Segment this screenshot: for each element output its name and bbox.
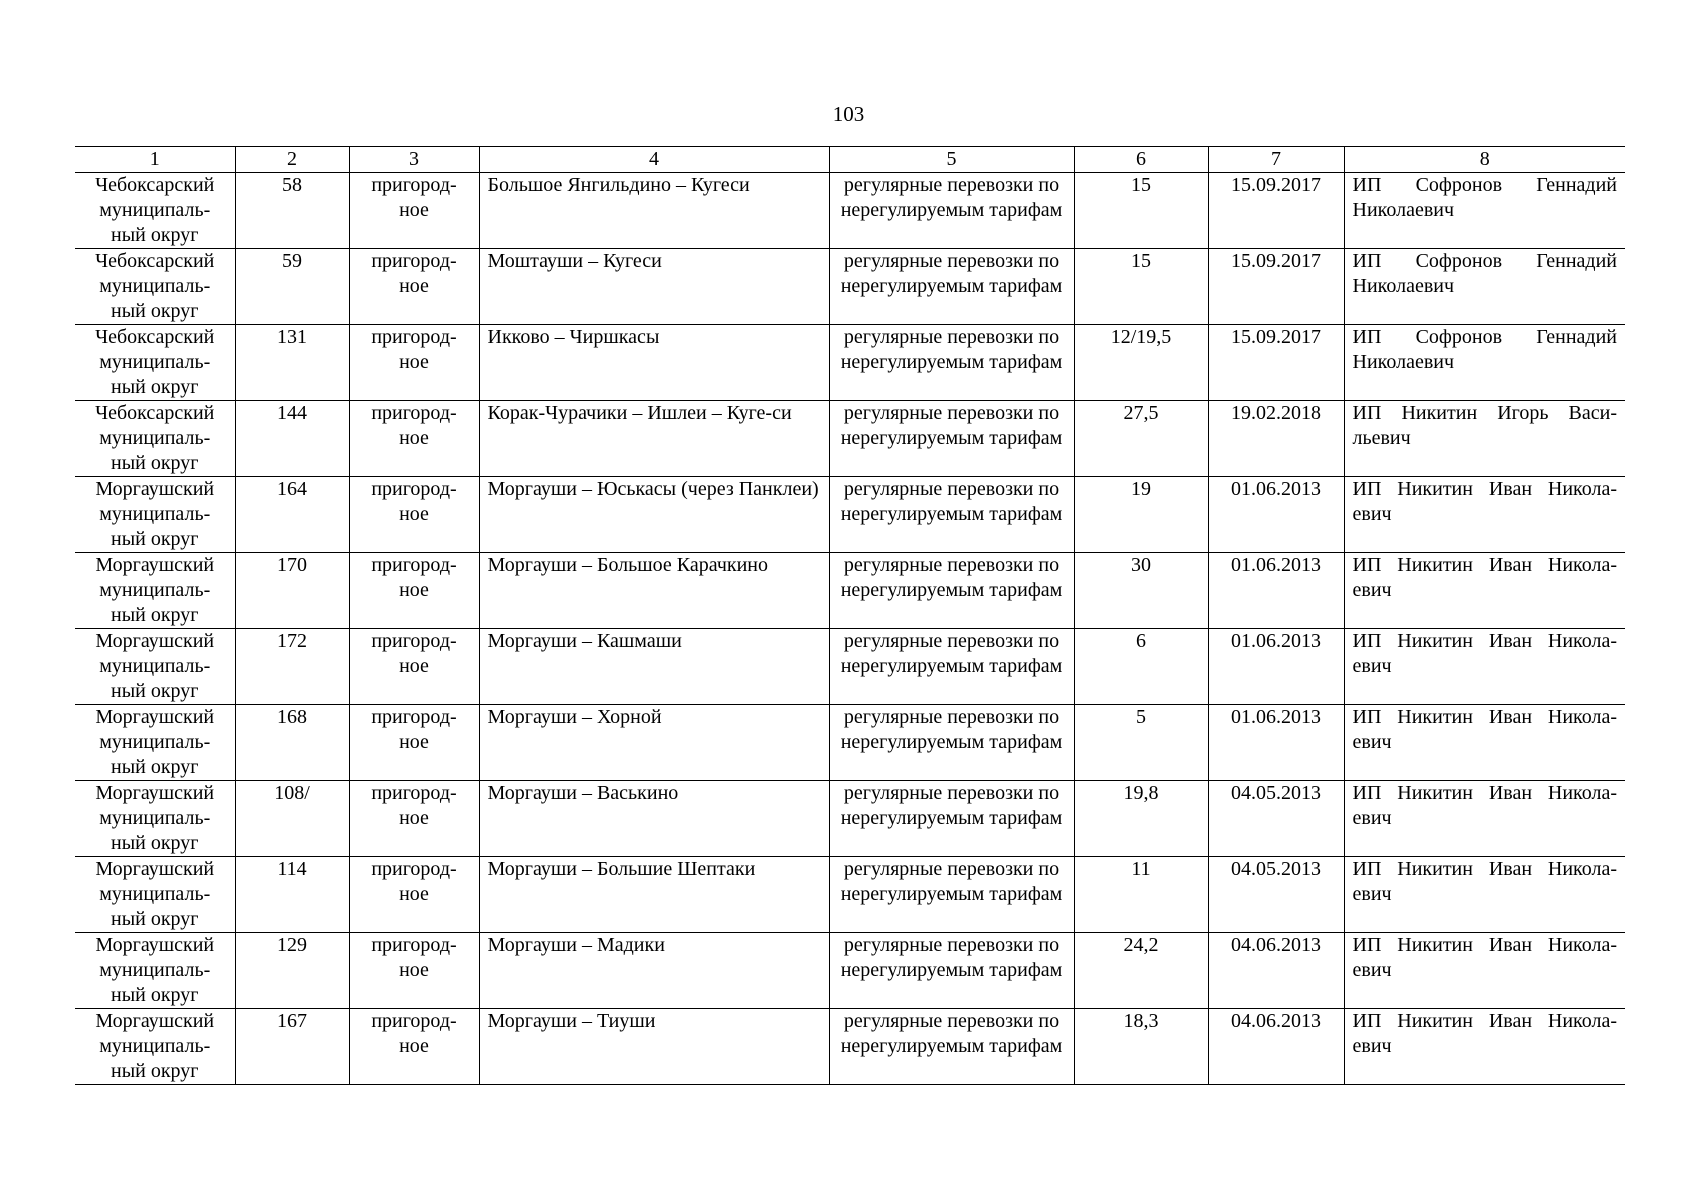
transport-mode-cell: регулярные перевозки по нерегулируемым тарифам: [829, 477, 1074, 553]
route-name-cell: Моргауши – Юськасы (через Панклеи): [479, 477, 829, 553]
route-number-cell: 58: [235, 173, 349, 249]
carrier-cell: ИП Никитин Иван Никола-евич: [1344, 933, 1625, 1009]
transport-mode-cell: регулярные перевозки по нерегулируемым тарифам: [829, 325, 1074, 401]
header-col-7: 7: [1208, 147, 1344, 173]
route-length-cell: 11: [1074, 857, 1208, 933]
district-cell: Моргаушский муниципаль-ный округ: [75, 477, 235, 553]
transport-mode-cell: регулярные перевозки по нерегулируемым тарифам: [829, 781, 1074, 857]
start-date-cell: 01.06.2013: [1208, 477, 1344, 553]
table-row: [75, 173, 1625, 249]
route-number-cell: 172: [235, 629, 349, 705]
header-col-6: 6: [1074, 147, 1208, 173]
start-date-cell: 19.02.2018: [1208, 401, 1344, 477]
route-length-cell: 5: [1074, 705, 1208, 781]
start-date-cell: 01.06.2013: [1208, 553, 1344, 629]
route-type-cell: пригород-ное: [349, 629, 479, 705]
route-number-cell: 114: [235, 857, 349, 933]
carrier-cell: ИП Никитин Иван Никола-евич: [1344, 629, 1625, 705]
table-row: [75, 553, 1625, 629]
route-name-cell: Моргауши – Большие Шептаки: [479, 857, 829, 933]
route-name-cell: Моштауши – Кугеси: [479, 249, 829, 325]
route-length-cell: 19,8: [1074, 781, 1208, 857]
route-type-cell: пригород-ное: [349, 1009, 479, 1085]
carrier-cell: ИП Никитин Иван Никола-евич: [1344, 1009, 1625, 1085]
route-number-cell: 108/: [235, 781, 349, 857]
route-name-cell: Икково – Чиршкасы: [479, 325, 829, 401]
header-col-5: 5: [829, 147, 1074, 173]
route-type-cell: пригород-ное: [349, 173, 479, 249]
route-name-cell: Моргауши – Кашмаши: [479, 629, 829, 705]
route-number-cell: 144: [235, 401, 349, 477]
route-name-cell: Моргауши – Хорной: [479, 705, 829, 781]
table-row: [75, 401, 1625, 477]
start-date-cell: 15.09.2017: [1208, 325, 1344, 401]
district-cell: Моргаушский муниципаль-ный округ: [75, 857, 235, 933]
table-body: [75, 173, 1625, 1085]
routes-table: [75, 146, 1625, 1085]
carrier-cell: ИП Никитин Иван Никола-евич: [1344, 705, 1625, 781]
transport-mode-cell: регулярные перевозки по нерегулируемым тарифам: [829, 401, 1074, 477]
transport-mode-cell: регулярные перевозки по нерегулируемым тарифам: [829, 173, 1074, 249]
transport-mode-cell: регулярные перевозки по нерегулируемым тарифам: [829, 705, 1074, 781]
start-date-cell: 15.09.2017: [1208, 173, 1344, 249]
route-length-cell: 30: [1074, 553, 1208, 629]
carrier-cell: ИП Никитин Иван Никола-евич: [1344, 781, 1625, 857]
route-number-cell: 164: [235, 477, 349, 553]
route-type-cell: пригород-ное: [349, 781, 479, 857]
route-number-cell: 170: [235, 553, 349, 629]
route-name-cell: Моргауши – Мадики: [479, 933, 829, 1009]
table-row: [75, 857, 1625, 933]
route-name-cell: Моргауши – Большое Карачкино: [479, 553, 829, 629]
header-row: [75, 147, 1625, 173]
district-cell: Чебоксарский муниципаль-ный округ: [75, 325, 235, 401]
district-cell: Моргаушский муниципаль-ный округ: [75, 629, 235, 705]
start-date-cell: 04.06.2013: [1208, 933, 1344, 1009]
start-date-cell: 04.06.2013: [1208, 1009, 1344, 1085]
district-cell: Моргаушский муниципаль-ный округ: [75, 933, 235, 1009]
transport-mode-cell: регулярные перевозки по нерегулируемым тарифам: [829, 857, 1074, 933]
route-name-cell: Моргауши – Тиуши: [479, 1009, 829, 1085]
start-date-cell: 15.09.2017: [1208, 249, 1344, 325]
carrier-cell: ИП Софронов Геннадий Николаевич: [1344, 249, 1625, 325]
carrier-cell: ИП Никитин Иван Никола-евич: [1344, 857, 1625, 933]
route-number-cell: 167: [235, 1009, 349, 1085]
route-length-cell: 15: [1074, 173, 1208, 249]
transport-mode-cell: регулярные перевозки по нерегулируемым тарифам: [829, 553, 1074, 629]
table-row: [75, 781, 1625, 857]
start-date-cell: 04.05.2013: [1208, 857, 1344, 933]
district-cell: Чебоксарский муниципаль-ный округ: [75, 401, 235, 477]
route-number-cell: 129: [235, 933, 349, 1009]
district-cell: Чебоксарский муниципаль-ный округ: [75, 173, 235, 249]
carrier-cell: ИП Никитин Иван Никола-евич: [1344, 477, 1625, 553]
table-row: [75, 933, 1625, 1009]
district-cell: Моргаушский муниципаль-ный округ: [75, 1009, 235, 1085]
route-number-cell: 59: [235, 249, 349, 325]
route-length-cell: 27,5: [1074, 401, 1208, 477]
route-name-cell: Корак-Чурачики – Ишлеи – Куге-си: [479, 401, 829, 477]
carrier-cell: ИП Никитин Игорь Васи-льевич: [1344, 401, 1625, 477]
transport-mode-cell: регулярные перевозки по нерегулируемым тарифам: [829, 249, 1074, 325]
route-length-cell: 12/19,5: [1074, 325, 1208, 401]
route-name-cell: Моргауши – Васькино: [479, 781, 829, 857]
table-row: [75, 249, 1625, 325]
route-number-cell: 131: [235, 325, 349, 401]
header-col-2: 2: [235, 147, 349, 173]
header-col-3: 3: [349, 147, 479, 173]
route-type-cell: пригород-ное: [349, 553, 479, 629]
carrier-cell: ИП Софронов Геннадий Николаевич: [1344, 173, 1625, 249]
route-type-cell: пригород-ное: [349, 249, 479, 325]
district-cell: Моргаушский муниципаль-ный округ: [75, 781, 235, 857]
carrier-cell: ИП Никитин Иван Никола-евич: [1344, 553, 1625, 629]
transport-mode-cell: регулярные перевозки по нерегулируемым тарифам: [829, 933, 1074, 1009]
district-cell: Моргаушский муниципаль-ный округ: [75, 705, 235, 781]
route-number-cell: 168: [235, 705, 349, 781]
header-col-8: 8: [1344, 147, 1625, 173]
table-row: [75, 705, 1625, 781]
start-date-cell: 04.05.2013: [1208, 781, 1344, 857]
transport-mode-cell: регулярные перевозки по нерегулируемым тарифам: [829, 1009, 1074, 1085]
table-row: [75, 629, 1625, 705]
route-type-cell: пригород-ное: [349, 325, 479, 401]
header-col-1: 1: [75, 147, 235, 173]
header-col-4: 4: [479, 147, 829, 173]
table-row: [75, 1009, 1625, 1085]
district-cell: Чебоксарский муниципаль-ный округ: [75, 249, 235, 325]
route-length-cell: 24,2: [1074, 933, 1208, 1009]
route-type-cell: пригород-ное: [349, 933, 479, 1009]
start-date-cell: 01.06.2013: [1208, 705, 1344, 781]
route-type-cell: пригород-ное: [349, 401, 479, 477]
route-length-cell: 18,3: [1074, 1009, 1208, 1085]
transport-mode-cell: регулярные перевозки по нерегулируемым тарифам: [829, 629, 1074, 705]
table-row: [75, 325, 1625, 401]
route-type-cell: пригород-ное: [349, 857, 479, 933]
route-length-cell: 19: [1074, 477, 1208, 553]
district-cell: Моргаушский муниципаль-ный округ: [75, 553, 235, 629]
table-header: [75, 147, 1625, 173]
table-row: [75, 477, 1625, 553]
route-length-cell: 15: [1074, 249, 1208, 325]
route-type-cell: пригород-ное: [349, 477, 479, 553]
route-length-cell: 6: [1074, 629, 1208, 705]
route-type-cell: пригород-ное: [349, 705, 479, 781]
carrier-cell: ИП Софронов Геннадий Николаевич: [1344, 325, 1625, 401]
start-date-cell: 01.06.2013: [1208, 629, 1344, 705]
route-name-cell: Большое Янгильдино – Кугеси: [479, 173, 829, 249]
page-number: 103: [832, 102, 865, 126]
